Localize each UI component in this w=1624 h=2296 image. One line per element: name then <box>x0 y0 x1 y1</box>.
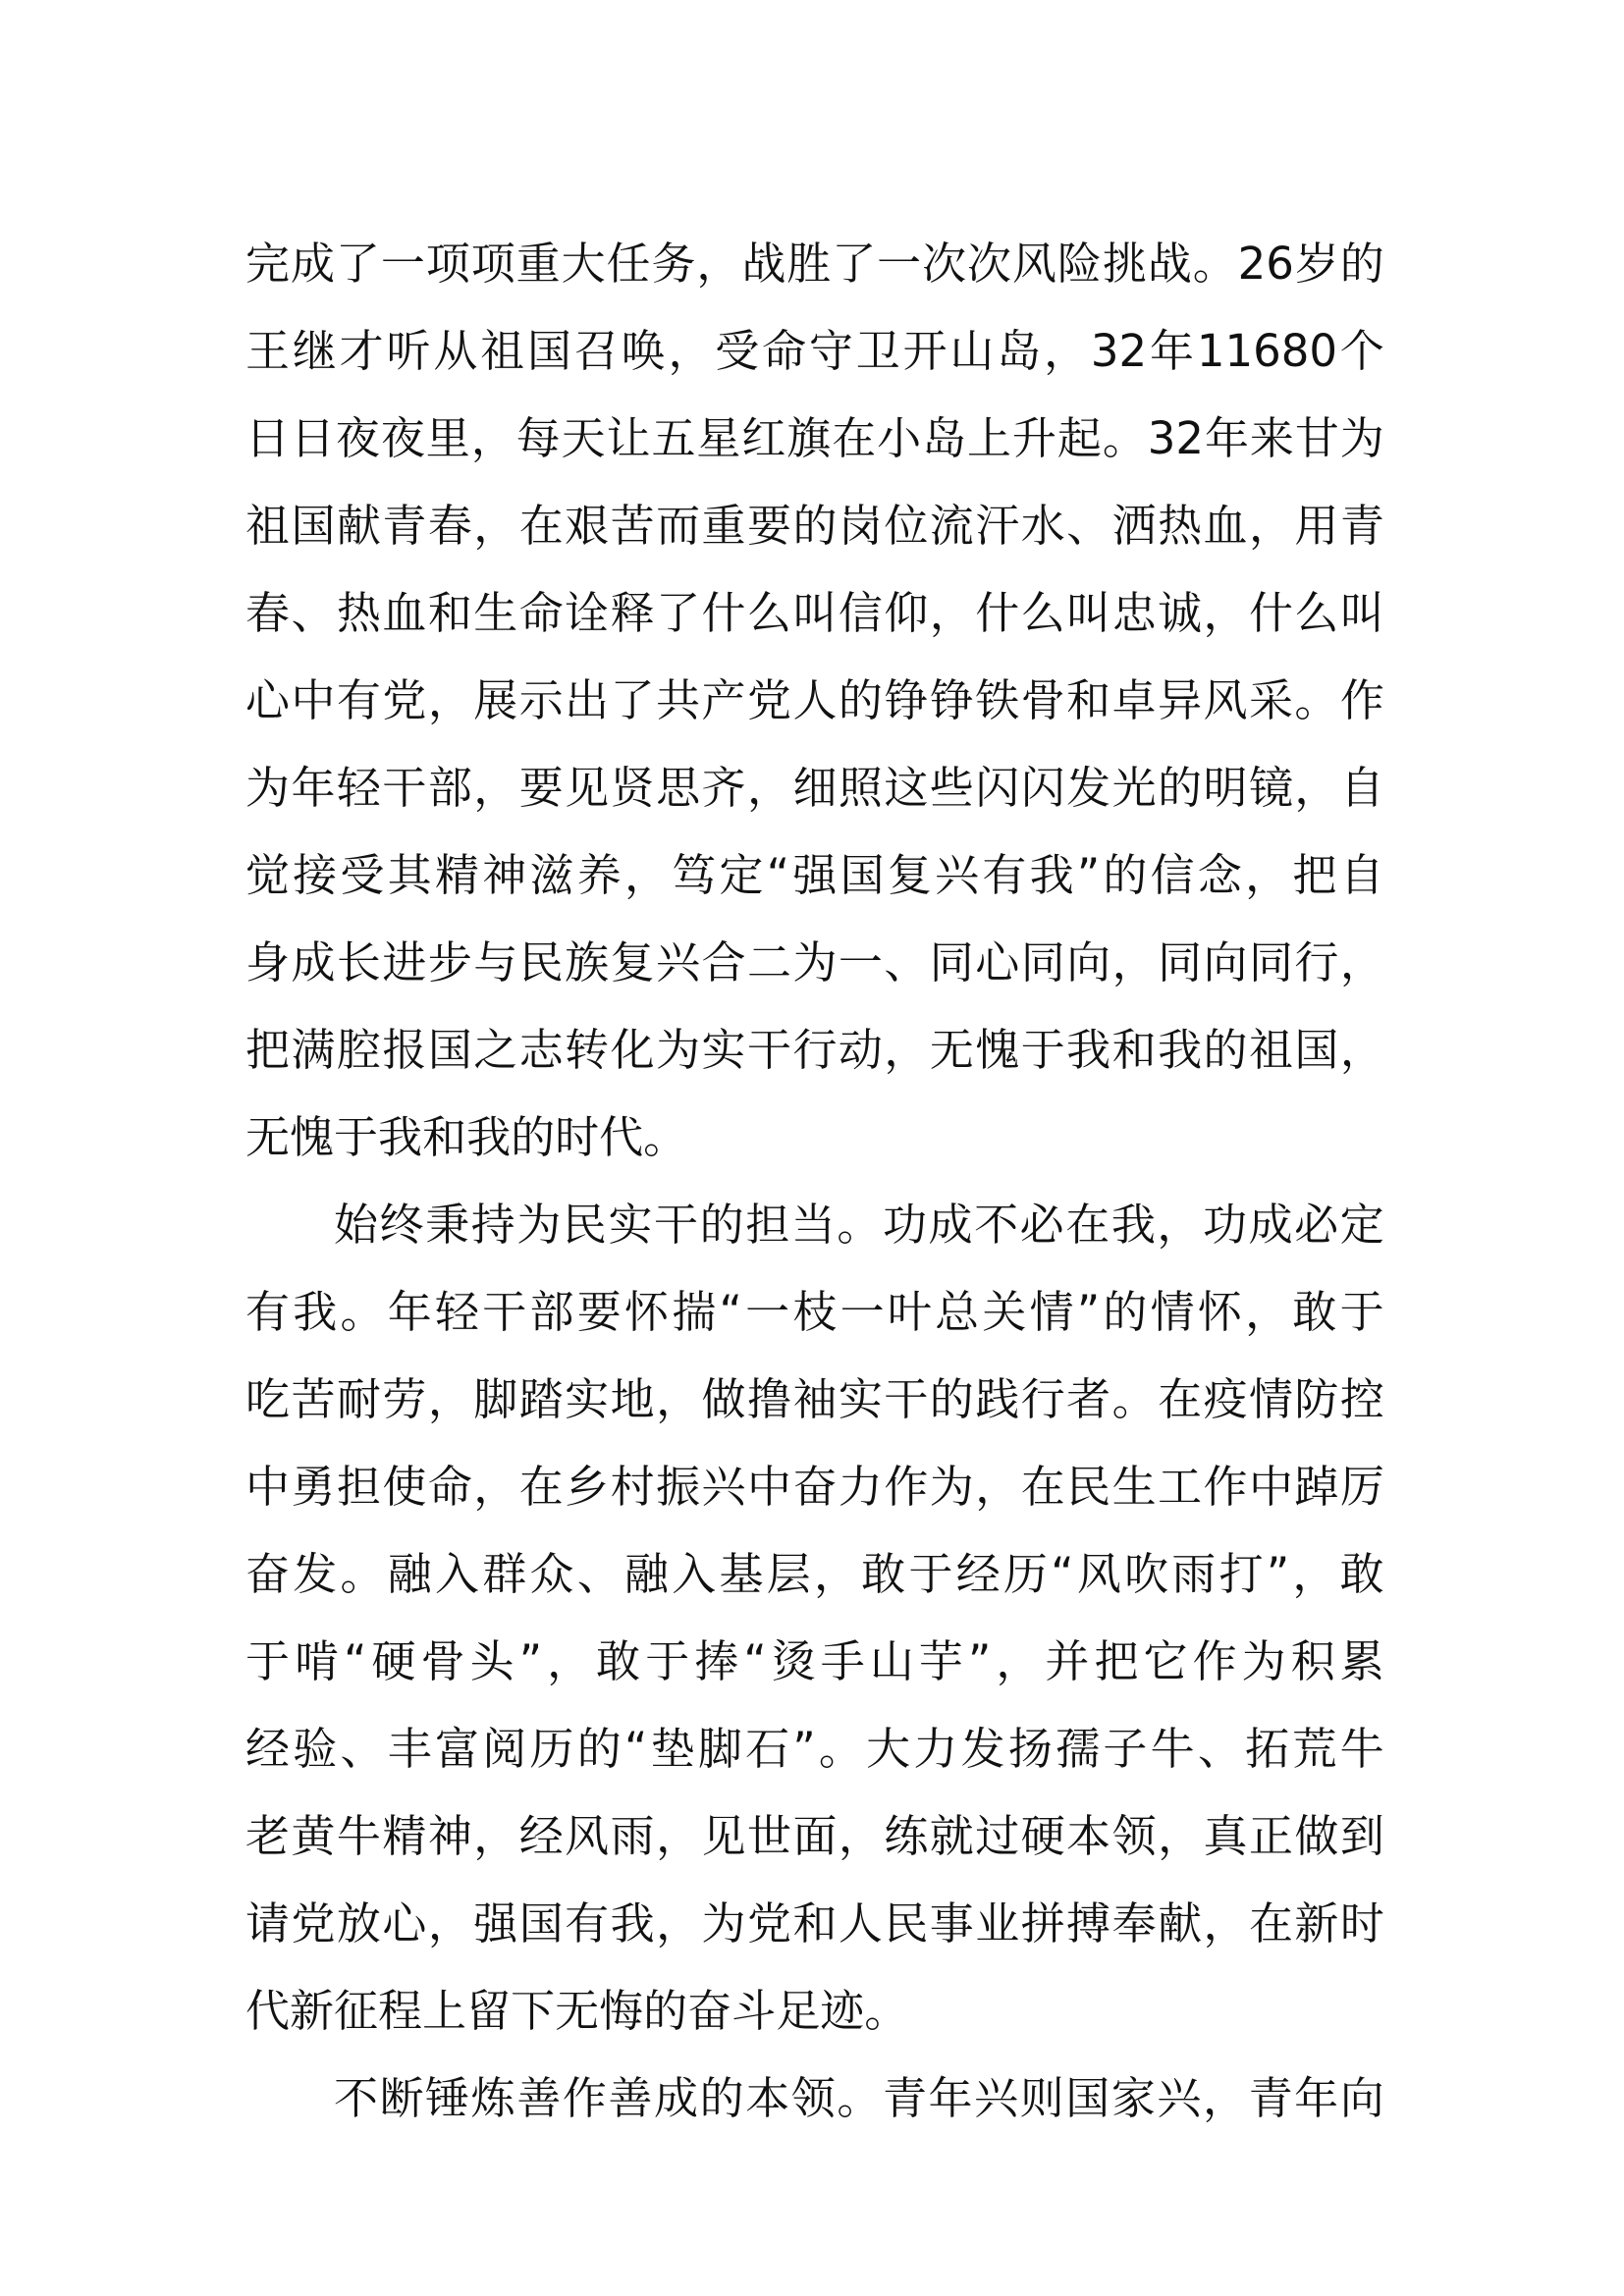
text-line: 王 继 才 听 从 祖 国 召 唤 ， 受 命 守 卫 开 山 岛 ， 32 年 11680 个 <box>245 325 1384 377</box>
text-line: 觉 接 受 其 精 神 滋 养 ， 笃 定 “ 强 国 复 兴 有 我 ” 的 信 念 ， 把 自 <box>245 849 1384 901</box>
text-line: 身 成 长 进 步 与 民 族 复 兴 合 二 为 一 、 同 心 同 向 ， 同 向 同 行 ， <box>245 936 1384 988</box>
text-line: 请 党 放 心 ， 强 国 有 我 ， 为 党 和 人 民 事 业 拼 搏 奉 献 ， 在 新 时 <box>245 1897 1384 1949</box>
text-line: 有 我 。 年 轻 干 部 要 怀 揣 “ 一 枝 一 叶 总 关 情 ” 的 情 怀 ， 敢 于 <box>245 1286 1384 1338</box>
text-line: 中 勇 担 使 命 ， 在 乡 村 振 兴 中 奋 力 作 为 ， 在 民 生 工 作 中 踔 厉 <box>245 1461 1384 1513</box>
text-line: 经 验 、 丰 富 阅 历 的 “ 垫 脚 石 ” 。 大 力 发 扬 孺 子 牛 、 拓 荒 牛 <box>245 1723 1384 1775</box>
text-line: 祖 国 献 青 春 ， 在 艰 苦 而 重 要 的 岗 位 流 汗 水 、 洒 热 血 ， 用 青 <box>245 500 1384 552</box>
text-line: 完 成 了 一 项 项 重 大 任 务 ， 战 胜 了 一 次 次 风 险 挑 战 。 26 岁 的 <box>245 238 1384 290</box>
text-line: 老 黄 牛 精 神 ， 经 风 雨 ， 见 世 面 ， 练 就 过 硬 本 领 ， 真 正 做 到 <box>245 1810 1384 1862</box>
text-line: 于 啃 “ 硬 骨 头 ” ， 敢 于 捧 “ 烫 手 山 芋 ” ， 并 把 它 作 为 积 累 <box>245 1635 1384 1687</box>
text-line: 奋 发 。 融 入 群 众 、 融 入 基 层 ， 敢 于 经 历 “ 风 吹 雨 打 ” ， 敢 <box>245 1548 1384 1600</box>
text-line: 不 断 锤 炼 善 作 善 成 的 本 领 。 青 年 兴 则 国 家 兴 ， 青 年 向 <box>334 2072 1384 2124</box>
text-line: 心 中 有 党 ， 展 示 出 了 共 产 党 人 的 铮 铮 铁 骨 和 卓 异 风 采 。 作 <box>245 674 1384 726</box>
text-line: 日 日 夜 夜 里 ， 每 天 让 五 星 红 旗 在 小 岛 上 升 起 。 32 年 来 甘 为 <box>245 412 1384 464</box>
text-line: 代 新 征 程 上 留 下 无 悔 的 奋 斗 足 迹 。 <box>245 1985 909 2037</box>
text-line: 无 愧 于 我 和 我 的 时 代 。 <box>245 1111 688 1163</box>
document-body <box>245 220 1384 2142</box>
text-line: 春 、 热 血 和 生 命 诠 释 了 什 么 叫 信 仰 ， 什 么 叫 忠 诚 ， 什 么 叫 <box>245 587 1384 639</box>
text-line: 为 年 轻 干 部 ， 要 见 贤 思 齐 ， 细 照 这 些 闪 闪 发 光 的 明 镜 ， 自 <box>245 762 1384 814</box>
text-line: 始 终 秉 持 为 民 实 干 的 担 当 。 功 成 不 必 在 我 ， 功 成 必 定 <box>334 1199 1384 1251</box>
text-line: 把 满 腔 报 国 之 志 转 化 为 实 干 行 动 ， 无 愧 于 我 和 我 的 祖 国 ， <box>245 1024 1384 1076</box>
text-line: 吃 苦 耐 劳 ， 脚 踏 实 地 ， 做 撸 袖 实 干 的 践 行 者 。 在 疫 情 防 控 <box>245 1373 1384 1425</box>
